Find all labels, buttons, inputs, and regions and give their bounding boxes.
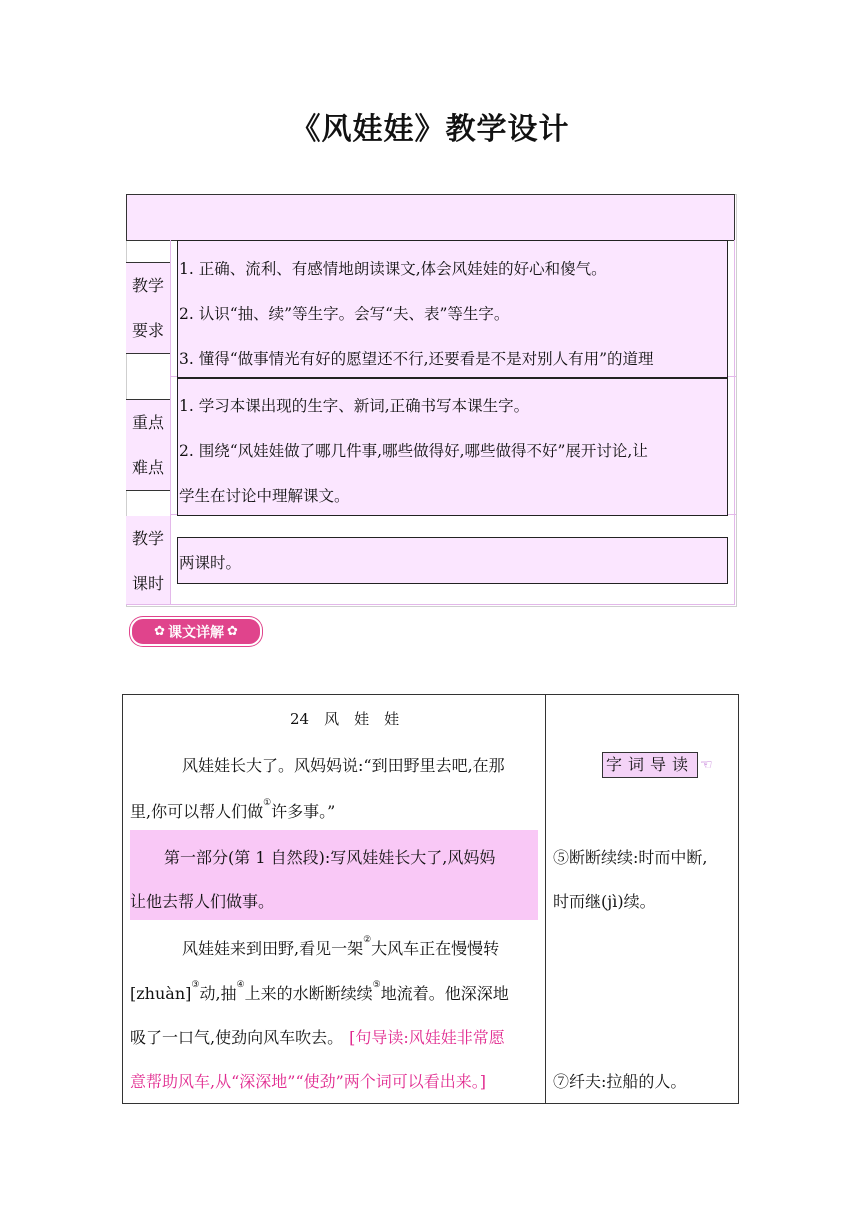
paragraph-line: 风娃娃来到田野,看见一架②大风车正在慢慢转	[182, 935, 500, 958]
hours-box	[177, 537, 728, 584]
badge-label: 课文详解	[168, 624, 224, 641]
guide-note: [句导读:风娃娃非常愿	[349, 1028, 505, 1047]
page-title: 《风娃娃》教学设计	[290, 112, 570, 147]
goal-item: 2. 认识“抽、续”等生字。会写“夫、表”等生字。	[179, 305, 510, 323]
label-rule	[126, 490, 170, 491]
grid-line	[734, 240, 735, 605]
paragraph-line: 吸了一口气,使劲向风车吹去。 [句导读:风娃娃非常愿	[130, 1028, 505, 1047]
focus-label: 重点 难点	[126, 400, 170, 490]
guide-note: 意帮助风车,从“深深地”“使劲”两个词可以看出来。]	[130, 1072, 487, 1091]
vocab-note: ⑤断断续续:时而中断,	[553, 848, 708, 867]
focus-item: 2. 围绕“风娃娃做了哪几件事,哪些做得好,哪些做得不好”展开讨论,让	[179, 442, 648, 460]
label-rule	[126, 353, 170, 354]
summary-line: 让他去帮人们做事。	[130, 892, 275, 911]
paragraph-line: [zhuàn]③动,抽④上来的水断断续续⑤地流着。他深深地	[130, 980, 509, 1003]
lesson-badge	[130, 617, 262, 646]
grid-line	[126, 604, 735, 605]
hours-label: 教学 课时	[126, 516, 170, 604]
pointing-hand-icon: ☜	[700, 757, 713, 773]
vocab-note: 时而继(jì)续。	[553, 892, 656, 911]
star-icon: ✿	[227, 624, 238, 639]
paragraph-line: 里,你可以帮人们做①许多事。”	[130, 798, 336, 821]
focus-item: 1. 学习本课出现的生字、新词,正确书写本课生字。	[179, 397, 530, 415]
hours-value: 两课时。	[179, 554, 242, 572]
star-icon: ✿	[154, 624, 165, 639]
overview-header-band	[126, 194, 735, 241]
goal-item: 1. 正确、流利、有感情地朗读课文,体会风娃娃的好心和傻气。	[179, 260, 607, 278]
goals-box	[177, 240, 728, 378]
goals-label: 教学 要求	[126, 263, 170, 353]
focus-item: 学生在讨论中理解课文。	[179, 487, 350, 505]
lesson-heading: 24 风 娃 娃	[290, 710, 400, 728]
paragraph-line: 风娃娃长大了。风妈妈说:“到田野里去吧,在那	[182, 756, 505, 775]
column-divider	[545, 694, 546, 1104]
vocab-tag: 字词导读	[602, 752, 698, 778]
grid-line	[170, 240, 171, 605]
focus-box	[177, 378, 728, 516]
summary-line: 第一部分(第 1 自然段):写风娃娃长大了,风妈妈	[164, 848, 496, 867]
goal-item: 3. 懂得“做事情光有好的愿望还不行,还要看是不是对别人有用”的道理	[179, 350, 654, 368]
vocab-note: ⑦纤夫:拉船的人。	[553, 1072, 687, 1091]
